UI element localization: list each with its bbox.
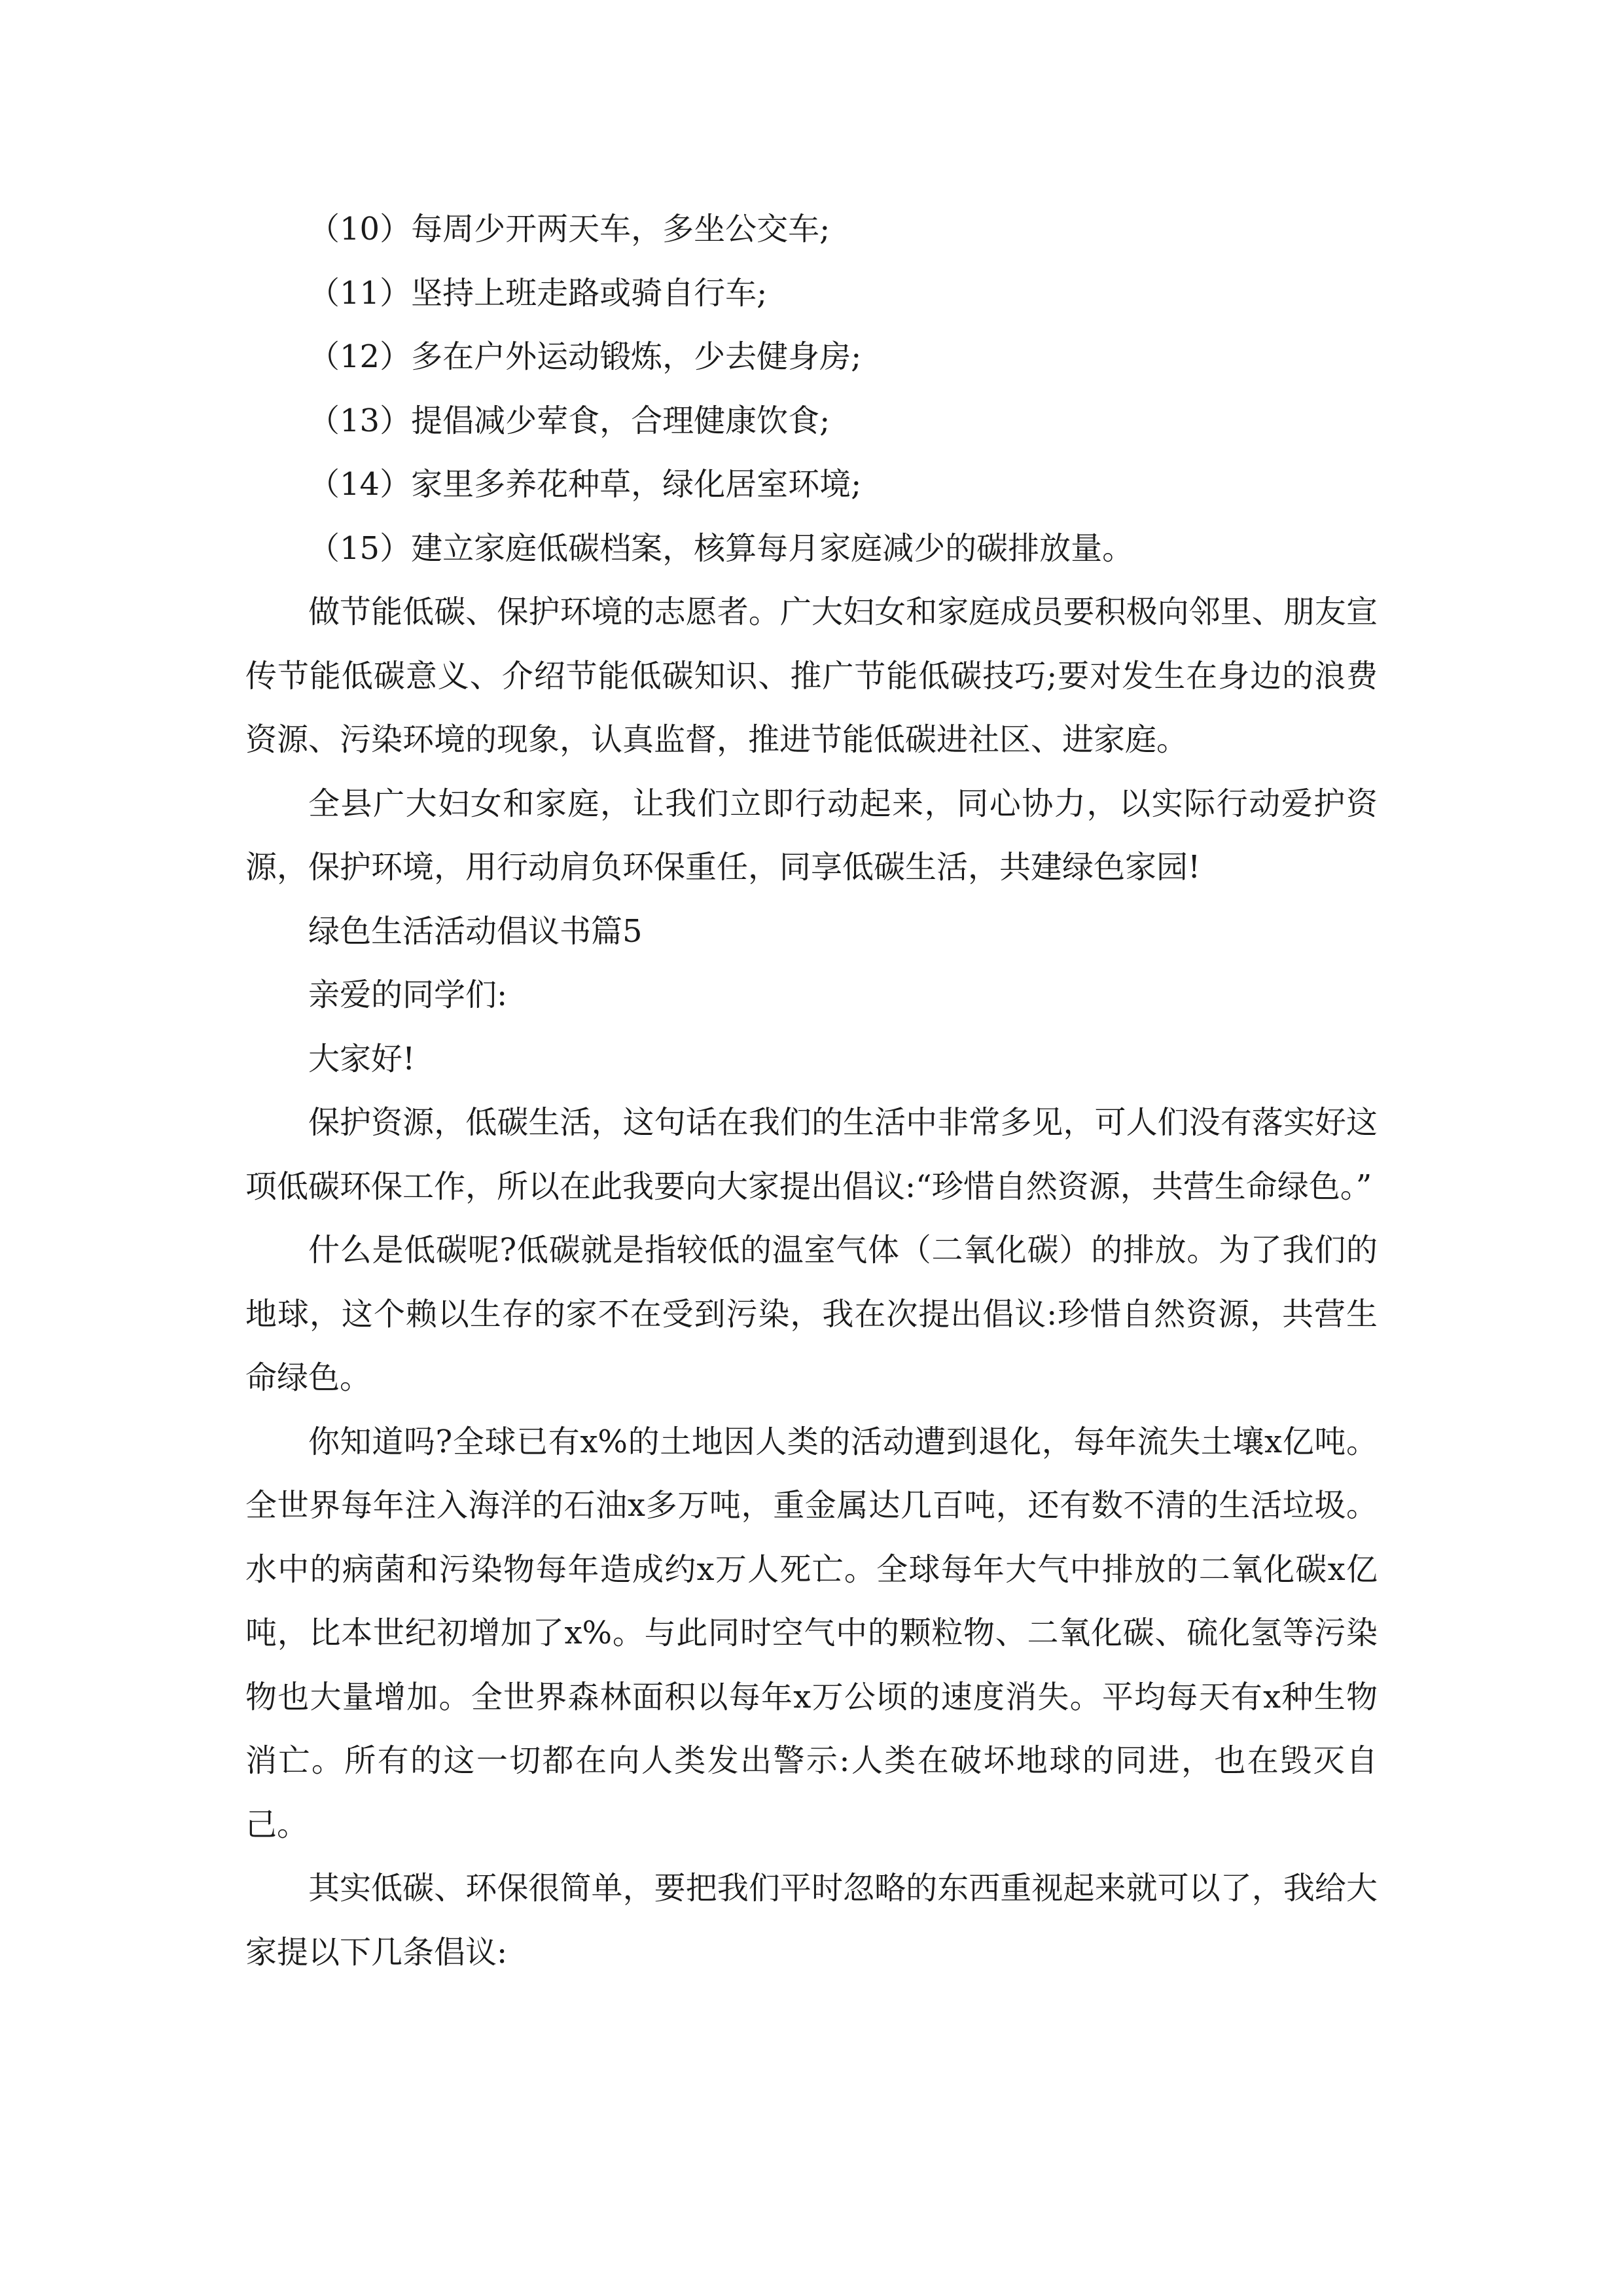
list-item: （15）建立家庭低碳档案，核算每月家庭减少的碳排放量。 (308, 529, 1134, 567)
greeting: 大家好! (308, 1040, 416, 1077)
paragraph-call-to-action: 全县广大妇女和家庭，让我们立即行动起来，同心协力，以实际行动爱护资源，保护环境，用行动肩负环保重任，同享低碳生活，共建绿色家园! (245, 785, 1378, 886)
list-item: （14）家里多养花种草，绿化居室环境; (308, 466, 862, 503)
paragraph-closing: 其实低碳、环保很简单，要把我们平时忽略的东西重视起来就可以了，我给大家提以下几条倡议: (245, 1870, 1378, 1971)
paragraph-definition: 什么是低碳呢?低碳就是指较低的温室气体（二氧化碳）的排放。为了我们的地球，这个赖以生存的家不在受到污染，我在次提出倡议:珍惜自然资源，共营生命绿色。 (245, 1232, 1378, 1396)
list-item: （13）提倡减少荤食，合理健康饮食; (308, 402, 830, 439)
salutation: 亲爱的同学们: (308, 977, 508, 1013)
paragraph-facts: 你知道吗?全球已有x%的土地因人类的活动遭到退化，每年流失土壤x亿吨。全世界每年注入海洋的石油x多万吨，重金属达几百吨，还有数不清的生活垃圾。水中的病菌和污染物每年造成约x万人死亡。全球每年大气中排放的二氧化碳x亿吨，比本世纪初增加了x%。与此同时空气中的颗粒物、二氧化碳、硫化氢等污染物也大量增加。全世界森林面积以每年x万公顷的速度消失。平均每天有x种生物消亡。所有的这一切都在向人类发出警示:人类在破坏地球的同进，也在毁灭自己。 (245, 1423, 1378, 1843)
paragraph-volunteer: 做节能低碳、保护环境的志愿者。广大妇女和家庭成员要积极向邻里、朋友宣传节能低碳意义、介绍节能低碳知识、推广节能低碳技巧;要对发生在身边的浪费资源、污染环境的现象，认真监督，推进节能低碳进社区、进家庭。 (245, 594, 1378, 758)
list-item: （10）每周少开两天车，多坐公交车; (308, 211, 830, 247)
paragraph-intro: 保护资源，低碳生活，这句话在我们的生活中非常多见，可人们没有落实好这项低碳环保工作，所以在此我要向大家提出倡议:“珍惜自然资源，共营生命绿色。” (245, 1104, 1378, 1205)
list-item: （12）多在户外运动锻炼，少去健身房; (308, 338, 862, 375)
document-body (245, 198, 1378, 1984)
section-title: 绿色生活活动倡议书篇5 (308, 912, 643, 950)
list-item: （11）坚持上班走路或骑自行车; (308, 274, 768, 312)
